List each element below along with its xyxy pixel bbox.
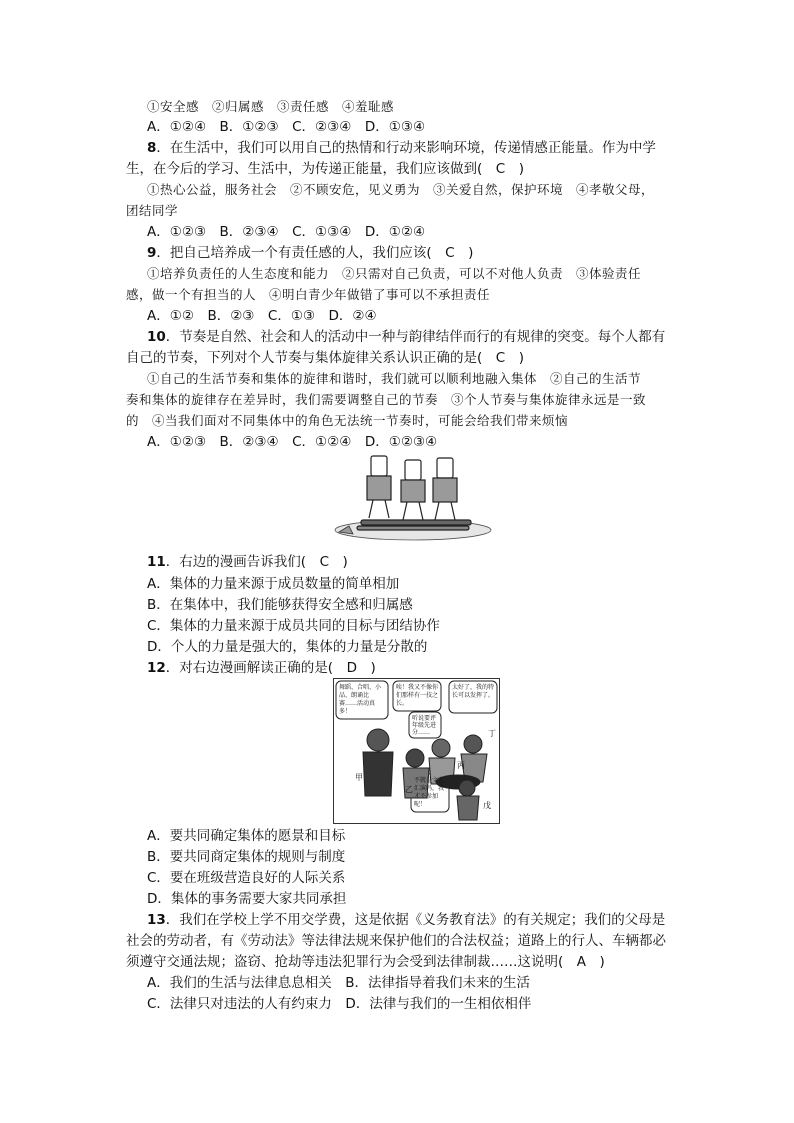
q11-option-d: D．个人的力量是强大的，集体的力量是分散的 bbox=[147, 639, 428, 655]
q9-options-line2: 感，做一个有担当的人 ④明白青少年做错了事可以不承担责任 bbox=[126, 287, 491, 302]
q12-bubble-4: 太好了，我的特长可以发挥了。 bbox=[452, 684, 495, 699]
q8-stem1-text: ．在生活中，我们可以用自己的热情和行动来影响环境，传递情感正能量。作为中学 bbox=[156, 140, 656, 156]
q9-number: 9 bbox=[147, 245, 157, 261]
q10-stem-line2: 自己的节奏，下列对个人节奏与集体旋律关系认识正确的是( C ) bbox=[126, 350, 524, 366]
q13-options-ab: A．我们的生活与法律息息相关 B．法律指导着我们未来的生活 bbox=[147, 975, 530, 991]
q11-cartoon-image bbox=[333, 452, 493, 544]
q12-number: 12 bbox=[147, 660, 166, 676]
q12-bubble-1: 舞蹈、合唱、小品、朗诵比赛……活动真多！ bbox=[339, 684, 382, 715]
q8-number: 8 bbox=[147, 140, 157, 156]
q13-stem-line3: 须遵守交通法规；盗窃、抢劫等违法犯罪行为会受到法律制裁……这说明( A ) bbox=[126, 954, 605, 970]
q7-choices: A．①②④ B．①②③ C．②③④ D．①③④ bbox=[147, 119, 426, 135]
q9-stem-text: ．把自己培养成一个有责任感的人，我们应该( C ) bbox=[156, 245, 474, 261]
q13-number: 13 bbox=[147, 912, 166, 928]
q10-number: 10 bbox=[147, 329, 166, 345]
q11-option-b: B．在集体中，我们能够获得安全感和归属感 bbox=[147, 597, 413, 613]
q10-stem-line1 bbox=[147, 327, 665, 347]
q8-options-line1: ①热心公益，服务社会 ②不顾安危，见义勇为 ③关爱自然，保护环境 ④孝敬父母， bbox=[147, 182, 655, 197]
q11-option-c: C．集体的力量来源于成员共同的目标与团结协作 bbox=[147, 618, 440, 634]
q9-choices: A．①② B．②③ C．①③ D．②④ bbox=[147, 308, 377, 324]
q8-stem-line1 bbox=[147, 138, 656, 158]
q11-stem-text: ．右边的漫画告诉我们( C ) bbox=[165, 554, 348, 570]
q13-stem-line2: 社会的劳动者，有《劳动法》等法律法规来保护他们的合法权益；道路上的行人、车辆都必 bbox=[126, 933, 666, 949]
q11-number: 11 bbox=[147, 554, 166, 570]
q10-stem1-text: ．节奏是自然、社会和人的活动中一种与韵律结伴而行的有规律的突变。每个人都有 bbox=[165, 329, 666, 345]
q12-label-jia: 甲 bbox=[355, 773, 363, 782]
q10-options-line1: ①自己的生活节奏和集体的旋律和谐时，我们就可以顺利地融入集体 ②自己的生活节 bbox=[147, 371, 642, 386]
q12-stem-text: ．对右边漫画解读正确的是( D ) bbox=[165, 660, 376, 676]
q13-stem1-text: ．我们在学校上学不用交学费，这是依据《义务教育法》的有关规定；我们的父母是 bbox=[165, 912, 666, 928]
q12-option-c: C．要在班级营造良好的人际关系 bbox=[147, 870, 346, 886]
q12-bubble-2: 唉！我又不像你们那样有一技之长。 bbox=[396, 684, 439, 707]
q12-cartoon-image bbox=[333, 678, 500, 824]
q10-choices: A．①②③ B．②③④ C．①②④ D．①②③④ bbox=[147, 434, 438, 450]
q12-label-bing: 丙 bbox=[457, 761, 465, 770]
q9-stem bbox=[147, 243, 473, 263]
q12-option-a: A．要共同确定集体的愿景和目标 bbox=[147, 828, 346, 844]
q8-options-line2: 团结同学 bbox=[126, 203, 179, 218]
q12-option-b: B．要共同商定集体的规则与制度 bbox=[147, 849, 346, 865]
q12-label-yi: 乙 bbox=[405, 785, 413, 794]
q7-options: ①安全感 ②归属感 ③责任感 ④羞耻感 bbox=[147, 99, 395, 114]
q11-option-a: A．集体的力量来源于成员数量的简单相加 bbox=[147, 576, 400, 592]
q12-bubble-5: 不就是文艺汇演吗，我才不参加呢！ bbox=[414, 777, 445, 808]
q12-option-d: D．集体的事务需要大家共同承担 bbox=[147, 891, 347, 907]
q8-choices: A．①②③ B．②③④ C．①③④ D．①②④ bbox=[147, 224, 426, 240]
q12-label-wu: 戊 bbox=[483, 801, 491, 810]
q12-stem bbox=[147, 658, 376, 678]
q8-stem-line2: 生，在今后的学习、生活中，为传递正能量，我们应该做到( C ) bbox=[126, 161, 524, 177]
q10-options-line3: 的 ④当我们面对不同集体中的角色无法统一节奏时，可能会给我们带来烦恼 bbox=[126, 413, 569, 428]
q12-bubble-3: 听说要评年级先进分…… bbox=[412, 715, 437, 736]
q13-options-cd: C．法律只对违法的人有约束力 D．法律与我们的一生相依相伴 bbox=[147, 996, 532, 1012]
q10-options-line2: 奏和集体的旋律存在差异时，我们需要调整自己的节奏 ③个人节奏与集体旋律永远是一致 bbox=[126, 392, 647, 407]
q12-label-ding: 丁 bbox=[488, 729, 496, 738]
q9-options-line1: ①培养负责任的人生态度和能力 ②只需对自己负责，可以不对他人负责 ③体验责任 bbox=[147, 266, 642, 281]
q13-stem-line1 bbox=[147, 910, 665, 930]
q11-stem bbox=[147, 552, 348, 572]
